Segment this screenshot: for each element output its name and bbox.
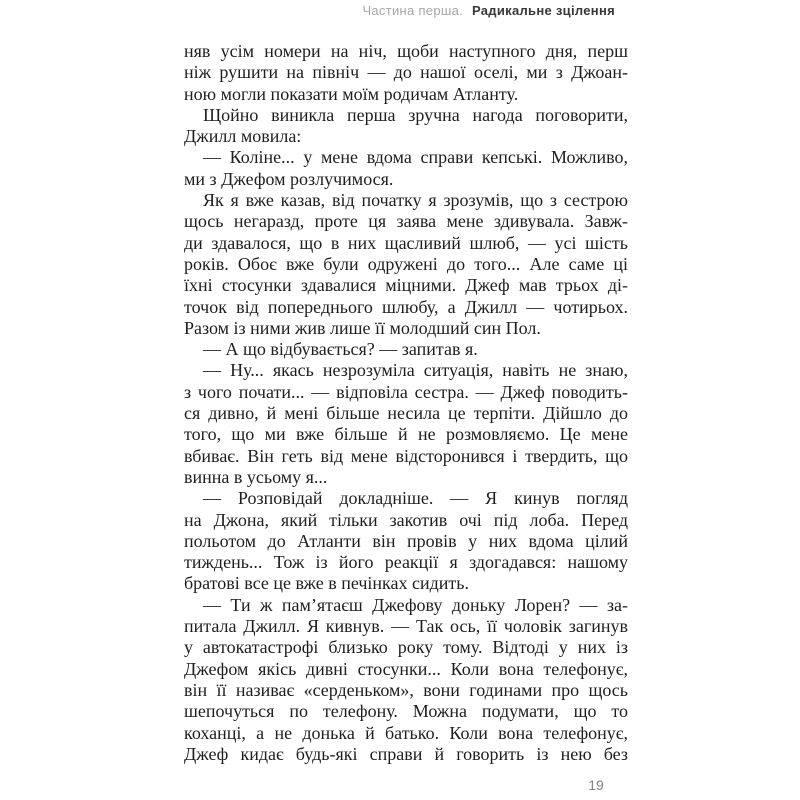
text-line: — А що відбувається? — запитав я. xyxy=(203,339,478,360)
text-line: — Коліне... у мене вдома справи кепські. Можливо, xyxy=(203,147,628,168)
page-text xyxy=(184,41,628,765)
text-line: ди здавалося, що в них щасливий шлюб, — усі шість xyxy=(184,232,628,253)
text-line: того, що ми вже більше й не розмовляємо. Це мене xyxy=(184,424,628,445)
text-line: він її називає «серденьком», вони годинами про щось xyxy=(184,679,628,700)
text-line: Щойно виникла перша зручна нагода поговорити, xyxy=(203,104,628,125)
text-line: ніж рушити на північ — до нашої оселі, ми з Джоан- xyxy=(184,62,628,83)
text-line: тиждень... Тож із його реакції я здогадався: нашому xyxy=(184,552,628,573)
text-line: Разом із ними жив лише її молодший син Пол. xyxy=(184,317,541,338)
header-part-label: Частина перша. xyxy=(362,3,464,18)
text-line: коханці, а не донька й батько. Коли вона телефонує, xyxy=(184,722,628,743)
text-line: щось негаразд, проте ця заява мене здивувала. Завж- xyxy=(184,211,628,232)
text-line: ми з Джефом розлучимося. xyxy=(184,168,394,189)
text-line: точок від попереднього шлюбу, а Джилл — чотирьох. xyxy=(184,296,628,317)
text-line: у автокатастрофі близько року тому. Відтоді у них із xyxy=(184,637,628,658)
text-line: на Джона, який тільки закотив очі під лоба. Перед xyxy=(184,509,628,530)
text-line: — Ти ж пам’ятаєш Джефову доньку Лорен? — за- xyxy=(203,594,628,615)
text-line: няв усім номери на ніч, щоби наступного дня, перш xyxy=(184,41,628,61)
text-line: Джефом якісь дивні стосунки... Коли вона телефонує, xyxy=(184,658,628,679)
text-line: Джеф кидає будь-які справи й говорить із нею без xyxy=(184,743,628,764)
text-line: — Розповідай докладніше. — Я кинув погляд xyxy=(203,488,628,509)
text-line: польотом до Атланти він провів у них вдома цілий xyxy=(184,530,628,551)
page-number: 19 xyxy=(588,777,604,793)
text-line: ною могли показати моїм родичам Атланту. xyxy=(184,83,519,104)
text-line: шепочуться по телефону. Можна подумати, що то xyxy=(184,701,628,722)
header-chapter-title: Радикальне зцілення xyxy=(471,3,615,18)
text-line: Джилл мовила: xyxy=(184,126,302,147)
text-line: — Ну... якась незрозуміла ситуація, навіть не знаю, xyxy=(203,360,628,381)
text-line: винна в усьому я... xyxy=(184,466,328,487)
text-line: років. Обоє вже були одружені до того... Але саме ці xyxy=(184,253,628,274)
text-line: з чого почати... — відповіла сестра. — Джеф поводить- xyxy=(184,381,628,402)
text-line: ся дивно, й мені більше несила це терпіти. Дійшло до xyxy=(184,403,628,424)
running-header xyxy=(0,3,615,18)
text-line: Як я вже казав, від початку я зрозумів, що з сестрою xyxy=(203,190,628,211)
text-line: питала Джилл. Я кивнув. — Так ось, її чоловік загинув xyxy=(184,616,628,637)
text-line: вбиває. Він геть від мене відсторонився і твердить, що xyxy=(184,445,628,466)
text-line: братові все це вже в печінках сидить. xyxy=(184,573,470,594)
text-line: їхні стосунки здавалися міцними. Джеф мав трьох ді- xyxy=(184,275,628,296)
